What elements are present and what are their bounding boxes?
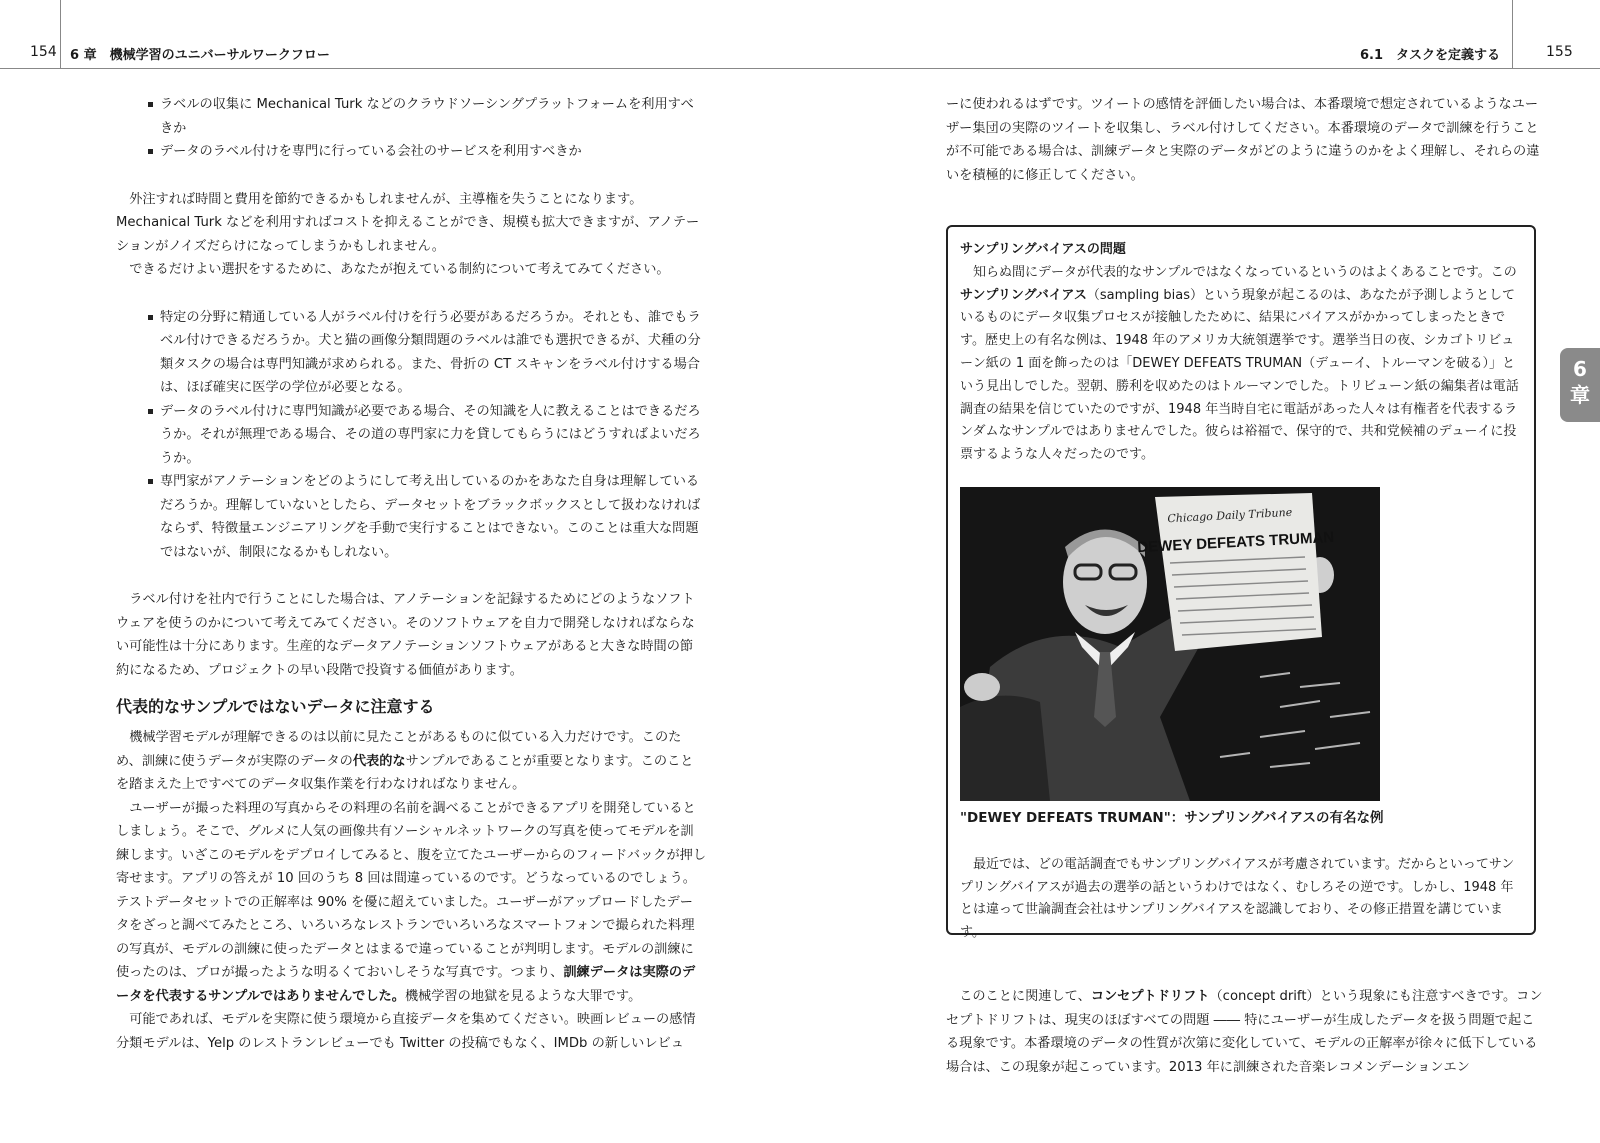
right-section-title: 6.1 タスクを定義する [1359,48,1500,63]
header-rule [0,68,1600,69]
newspaper-headline: DEWEY DEFEATS TRUMAN [1136,528,1335,557]
paragraph: 機械学習モデルが理解できるのは以前に見たことがあるものに似ている入力だけです。このため、訓練に使うデータが実際のデータの代表的なサンプルであることが重要となります。このことを踏まえた上ですべてのデータ収集作業を行わなければなりません。 [116,730,694,792]
left-page-body [116,93,706,1055]
left-page-number: 154 [30,44,57,60]
list-item: データのラベル付けに専門知識が必要である場合、その知識を人に教えることはできるだろうか。それが無理である場合、その道の専門家に力を貸してもらうにはどうすればよいだろうか。 [146,400,706,471]
bullet-list-constraints [116,306,706,565]
header-left-divider [60,0,61,68]
chapter-side-tab [1560,348,1600,422]
bullet-list-outsourcing [116,93,706,164]
list-item: 専門家がアノテーションをどのようにして考え出しているのかをあなた自身は理解しているだろうか。理解していないとしたら、データセットをブラックボックスとして扱わなければならず、特徴量エンジニアリングを手動で実行することはできない。このことは重大な問題ではないが、制限になるかもしれない。 [146,470,706,564]
paragraph: 外注すれば時間と費用を節約できるかもしれませんが、主導権を失うことになります。Mechanical Turk などを利用すればコストを抑えることができ、規模も拡大できますが、アノテーションがノイズだらけになってしまうかもしれません。 [116,191,700,254]
list-item: データのラベル付けを専門に行っている会社のサービスを利用すべきか [146,140,706,164]
paragraph: ユーザーが撮った料理の写真からその料理の名前を調べることができるアプリを開発しているとしましょう。そこで、グルメに人気の画像共有ソーシャルネットワークの写真を使ってモデルを訓練します。いざこのモデルをデプロイしてみると、腹を立てたユーザーからのフィードバックが押し寄せます。アプリの答えが 10 回のうち 8 回は間違っているのです。どうなっているのでしょう。テストデータセットでの正解率は 90% を優に超えていました。ユーザーがアップロードしたデータをざっと調べてみたところ、いろいろなレストランでいろいろなスマートフォンで撮られた料理の写真が、モデルの訓練に使ったデータとはまるで違っていることが判明します。モデルの訓練に使ったのは、プロが撮ったような明るくておいしそうな写真です。つまり、訓練データは実際のデータを代表するサンプルではありませんでした。機械学習の地獄を見るような大罪です。 [116,800,707,1004]
box-title: サンプリングバイアスの問題 [960,242,1126,257]
truman-newspaper-photo [960,487,1380,801]
paragraph: できるだけよい選択をするために、あなたが抱えている制約について考えてみてください。 [129,262,670,277]
paragraph: 最近では、どの電話調査でもサンプリングバイアスが考慮されています。だからといってサンプリングバイアスが過去の選挙の話というわけではなく、むしろその逆です。しかし、1948 年とは違って世論調査会社はサンプリングバイアスを認識しており、その修正措置を講じています。 [960,856,1515,941]
paragraph: ーに使われるはずです。ツイートの感情を評価したい場合は、本番環境で想定されているようなユーザー集団の実際のツイートを収集し、ラベル付けしてください。本番環境のデータで訓練を行うことが不可能である場合は、訓練データと実際のデータがどのように違うのかをよく理解し、それらの違いを積極的に修正してください。 [946,97,1540,183]
paragraph: 知らぬ間にデータが代表的なサンプルではなくなっているというのはよくあることです。このサンプリングバイアス（sampling bias）という現象が起こるのは、あなたが予測しようとしているものにデータ収集プロセスが接触したために、結果にバイアスがかかってしまったときです。歴史上の有名な例は、1948 年のアメリカ大統領選挙です。選挙当日の夜、シカゴトリビューン紙の 1 面を飾ったのは「DEWEY DEFEATS TRUMAN（デューイ、トルーマンを破る）」という見出しでした。翌朝、勝利を収めたのはトルーマンでした。トリビューン紙の編集者は電話調査の結果を信じていたのですが、1948 年当時自宅に電話があった人々は有権者を代表するランダムなサンプルではありませんでした。彼らは裕福で、保守的で、共和党候補のデューイに投票するような人々だったのです。 [960,264,1519,463]
sidebar-box-sampling-bias [946,225,1536,941]
left-chapter-title: 6 章 機械学習のユニバーサルワークフロー [70,48,330,63]
chapter-tab-number: 6 [1573,357,1587,381]
photo-caption: "DEWEY DEFEATS TRUMAN"：サンプリングバイアスの有名な例 [960,809,1384,826]
newspaper-masthead: Chicago Daily Tribune [1167,505,1293,526]
section-heading: 代表的なサンプルではないデータに注意する [116,697,435,716]
right-page-bottom [946,985,1546,1079]
list-item: ラベルの収集に Mechanical Turk などのクラウドソーシングプラットフォームを利用すべきか [146,93,706,140]
paragraph: 可能であれば、モデルを実際に使う環境から直接データを集めてください。映画レビューの感情分類モデルは、Yelp のレストランレビューでも Twitter の投稿でもなく、IMDb の新しいレビュ [116,1012,696,1051]
paragraph: ラベル付けを社内で行うことにした場合は、アノテーションを記録するためにどのようなソフトウェアを使うのかについて考えてみてください。そのソフトウェアを自力で開発しなければならない可能性は十分にあります。生産的なデータアノテーションソフトウェアがあると大きな時間の節約になるため、プロジェクトの早い段階で投資する価値があります。 [116,592,695,678]
chapter-tab-char: 章 [1570,383,1590,407]
right-page-top [946,93,1546,187]
header-right-divider [1512,0,1513,68]
photo-illustration [960,487,1380,801]
list-item: 特定の分野に精通している人がラベル付けを行う必要があるだろうか。それとも、誰でもラベル付けできるだろうか。犬と猫の画像分類問題のラベルは誰でも選択できるが、犬種の分類タスクの場合は専門知識が求められる。また、骨折の CT スキャンをラベル付けする場合は、ほぼ確実に医学の学位が必要となる。 [146,306,706,400]
right-page-number: 155 [1546,44,1573,60]
paragraph: このことに関連して、コンセプトドリフト（concept drift）という現象にも注意すべきです。コンセプトドリフトは、現実のほぼすべての問題 ―― 特にユーザーが生成したデータを扱う問題で起こる現象です。本番環境のデータの性質が次第に変化していて、モデルの正解率が徐々に低下している場合は、この現象が起こっています。2013 年に訓練された音楽レコメンデーションエン [946,989,1543,1075]
